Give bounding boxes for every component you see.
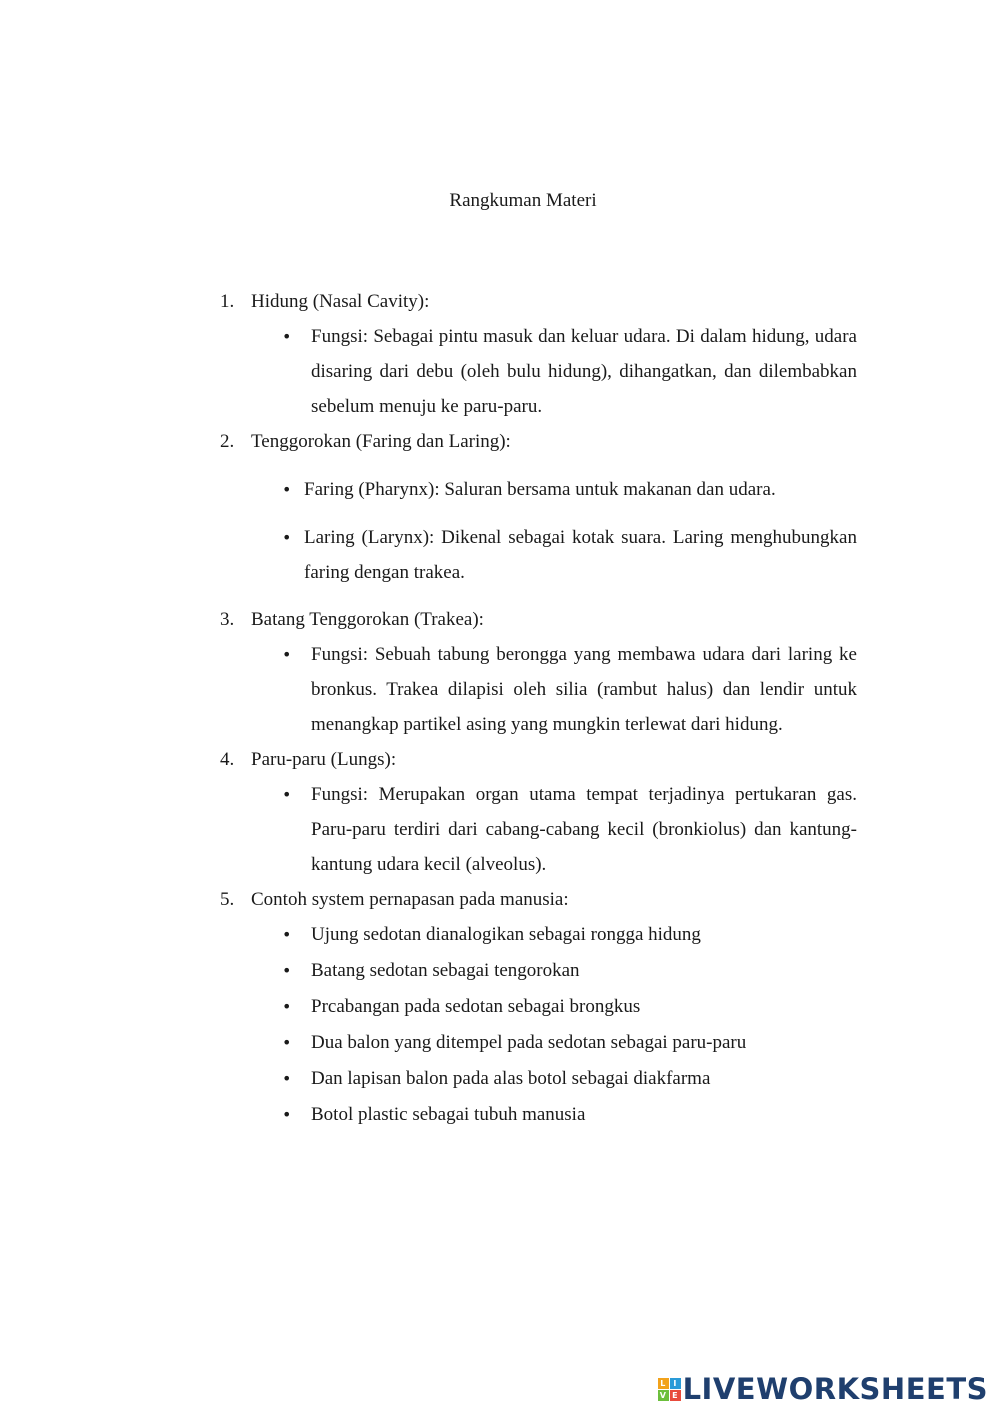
bullet-icon — [282, 1061, 291, 1097]
section-number: 3. — [220, 609, 235, 630]
bullet-list — [220, 472, 857, 590]
list-item — [220, 472, 857, 507]
bullet-text: Fungsi: Merupakan organ utama tempat terjadinya pertukaran gas. Paru-paru terdiri dari cabang-cabang kecil (bronkiolus) dan kantung-kantung udara kecil (alveolus). — [311, 784, 857, 875]
bullet-text: Fungsi: Sebuah tabung berongga yang membawa udara dari laring ke bronkus. Trakea dilapisi oleh silia (rambut halus) dan lendir untuk menangkap partikel asing yang mungkin terlewat dari hidung. — [311, 644, 857, 735]
list-item — [220, 777, 857, 882]
section-4 — [220, 742, 857, 882]
bullet-text: Prcabangan pada sedotan sebagai brongkus — [311, 996, 641, 1017]
bullet-list — [220, 637, 857, 742]
section-number: 5. — [220, 889, 235, 910]
list-item — [220, 637, 857, 742]
list-item — [220, 520, 857, 590]
bullet-text: Faring (Pharynx): Saluran bersama untuk makanan dan udara. — [304, 479, 776, 500]
section-number: 1. — [220, 291, 235, 312]
section-heading: Tenggorokan (Faring dan Laring): — [251, 431, 511, 452]
section-number: 2. — [220, 431, 235, 452]
section-heading: Contoh system pernapasan pada manusia: — [251, 889, 569, 910]
logo-text: LIVEWORKSHEETS — [682, 1372, 988, 1406]
section-5 — [220, 882, 857, 1133]
bullet-icon — [282, 1025, 291, 1061]
logo-mark-icon — [658, 1378, 681, 1401]
document-body — [220, 284, 857, 1133]
logo-mark-letter: V — [658, 1390, 669, 1401]
section-1 — [220, 284, 857, 424]
logo-mark-letter: L — [658, 1378, 669, 1389]
section-number: 4. — [220, 749, 235, 770]
liveworksheets-logo — [658, 1372, 988, 1406]
bullet-list — [220, 777, 857, 882]
logo-mark-letter: I — [670, 1378, 681, 1389]
list-item — [220, 953, 857, 989]
bullet-icon — [282, 1097, 291, 1133]
section-2 — [220, 424, 857, 590]
bullet-icon — [282, 319, 291, 354]
list-item — [220, 1025, 857, 1061]
bullet-icon — [282, 953, 291, 989]
logo-mark-letter: E — [670, 1390, 681, 1401]
section-heading: Batang Tenggorokan (Trakea): — [251, 609, 484, 630]
bullet-icon — [282, 520, 291, 555]
section-3 — [220, 602, 857, 742]
page-title: Rangkuman Materi — [449, 190, 597, 211]
bullet-list — [220, 319, 857, 424]
section-heading: Paru-paru (Lungs): — [251, 749, 397, 770]
bullet-icon — [282, 989, 291, 1025]
list-item — [220, 1061, 857, 1097]
bullet-icon — [282, 777, 291, 812]
bullet-icon — [282, 917, 291, 953]
list-item — [220, 917, 857, 953]
bullet-text: Ujung sedotan dianalogikan sebagai rongga hidung — [311, 924, 701, 945]
bullet-text: Botol plastic sebagai tubuh manusia — [311, 1104, 586, 1125]
bullet-icon — [282, 472, 291, 507]
list-item — [220, 1097, 857, 1133]
bullet-text: Dan lapisan balon pada alas botol sebagai diakfarma — [311, 1068, 711, 1089]
list-item — [220, 319, 857, 424]
list-item — [220, 989, 857, 1025]
bullet-list — [220, 917, 857, 1133]
bullet-text: Laring (Larynx): Dikenal sebagai kotak suara. Laring menghubungkan faring dengan trakea. — [304, 527, 857, 583]
bullet-text: Dua balon yang ditempel pada sedotan sebagai paru-paru — [311, 1032, 747, 1053]
bullet-text: Batang sedotan sebagai tengorokan — [311, 960, 580, 981]
section-heading: Hidung (Nasal Cavity): — [251, 291, 430, 312]
bullet-icon — [282, 637, 291, 672]
bullet-text: Fungsi: Sebagai pintu masuk dan keluar udara. Di dalam hidung, udara disaring dari debu (oleh bulu hidung), dihangatkan, dan dilembabkan sebelum menuju ke paru-paru. — [311, 326, 857, 417]
